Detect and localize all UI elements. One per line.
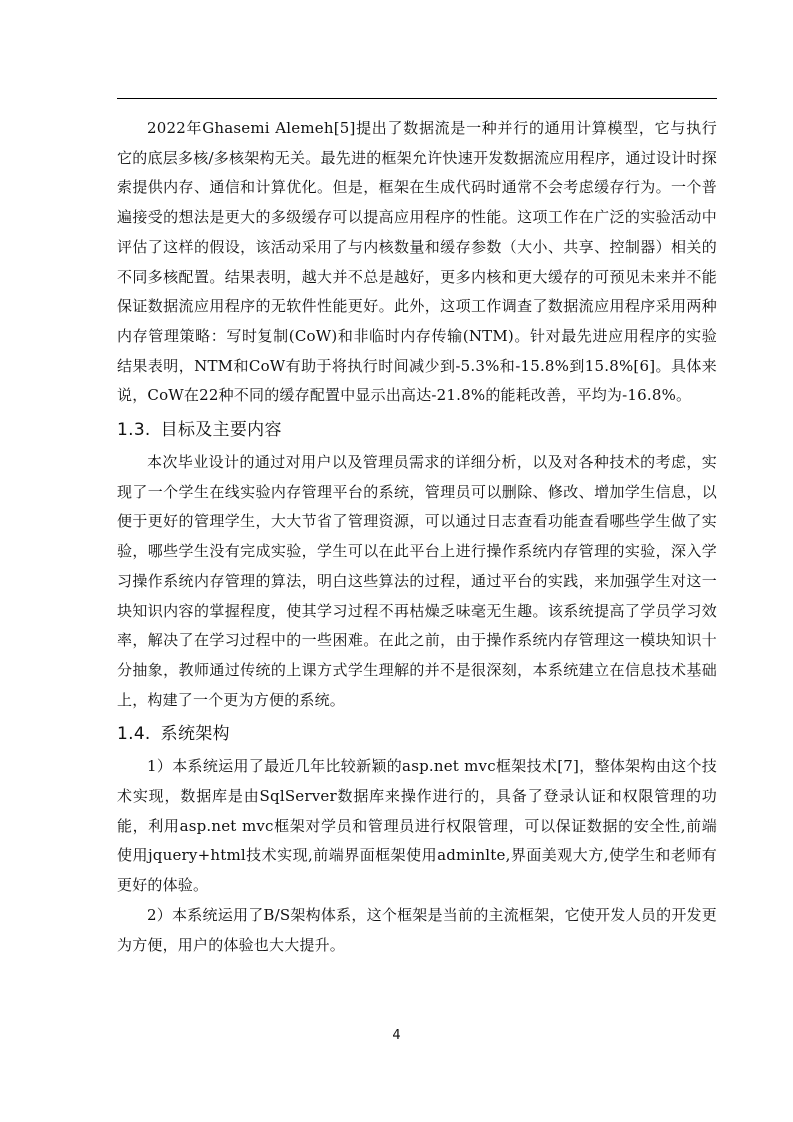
section-number: 1.4. bbox=[117, 724, 151, 745]
section-heading-1-3 bbox=[117, 413, 717, 448]
section-title: 系统架构 bbox=[160, 724, 230, 745]
paragraph-related-work: 2022年Ghasemi Alemeh[5]提出了数据流是一种并行的通用计算模型，它与执行它的底层多核/多核架构无关。最先进的框架允许快速开发数据流应用程序，通过设计时探索提供内存、通信和计算优化。但是，框架在生成代码时通常不会考虑缓存行为。一个普遍接受的想法是更大的多级缓存可以提高应用程序的性能。这项工作在广泛的实验活动中评估了这样的假设，该活动采用了与内核数量和缓存参数（大小、共享、控制器）相关的不同多核配置。结果表明，越大并不总是越好，更多内核和更大缓存的可预见未来并不能保证数据流应用程序的无软件性能更好。此外，这项工作调查了数据流应用程序采用两种内存管理策略：写时复制(CoW)和非临时内存传输(NTM)。针对最先进应用程序的实验结果表明，NTM和CoW有助于将执行时间减少到-5.3%和-15.8%到15.8%[6]。具体来说，CoW在22种不同的缓存配置中显示出高达-21.8%的能耗改善，平均为-16.8%。 bbox=[117, 119, 717, 405]
section-number: 1.3. bbox=[117, 420, 151, 441]
paragraph-architecture-1: 1）本系统运用了最近几年比较新颖的asp.net mvc框架技术[7]，整体架构由这个技术实现，数据库是由SqlServer数据库来操作进行的，具备了登录认证和权限管理的功能，利用asp.net mvc框架对学员和管理员进行权限管理，可以保证数据的安全性,前端使用jquery+html技术实现,前端界面框架使用adminlte,界面美观大方,使学生和老师有更好的体验。 bbox=[117, 757, 717, 895]
header-rule bbox=[117, 98, 717, 99]
section-heading-1-4 bbox=[117, 717, 717, 752]
paragraph-goals: 本次毕业设计的通过对用户以及管理员需求的详细分析，以及对各种技术的考虑，实现了一个学生在线实验内存管理平台的系统，管理员可以删除、修改、增加学生信息，以便于更好的管理学生，大大节省了管理资源，可以通过日志查看功能查看哪些学生做了实验，哪些学生没有完成实验，学生可以在此平台上进行操作系统内存管理的实验，深入学习操作系统内存管理的算法，明白这些算法的过程，通过平台的实践，来加强学生对这一块知识内容的掌握程度，使其学习过程不再枯燥乏味毫无生趣。该系统提高了学员学习效率，解决了在学习过程中的一些困难。在此之前，由于操作系统内存管理这一模块知识十分抽象，教师通过传统的上课方式学生理解的并不是很深刻，本系统建立在信息技术基础上，构建了一个更为方便的系统。 bbox=[117, 453, 717, 709]
section-title: 目标及主要内容 bbox=[160, 420, 282, 441]
page-body bbox=[117, 114, 717, 960]
page-number: 4 bbox=[392, 1028, 401, 1043]
paragraph-architecture-2: 2）本系统运用了B/S架构体系，这个框架是当前的主流框架，它使开发人员的开发更为方便，用户的体验也大大提升。 bbox=[117, 905, 717, 954]
